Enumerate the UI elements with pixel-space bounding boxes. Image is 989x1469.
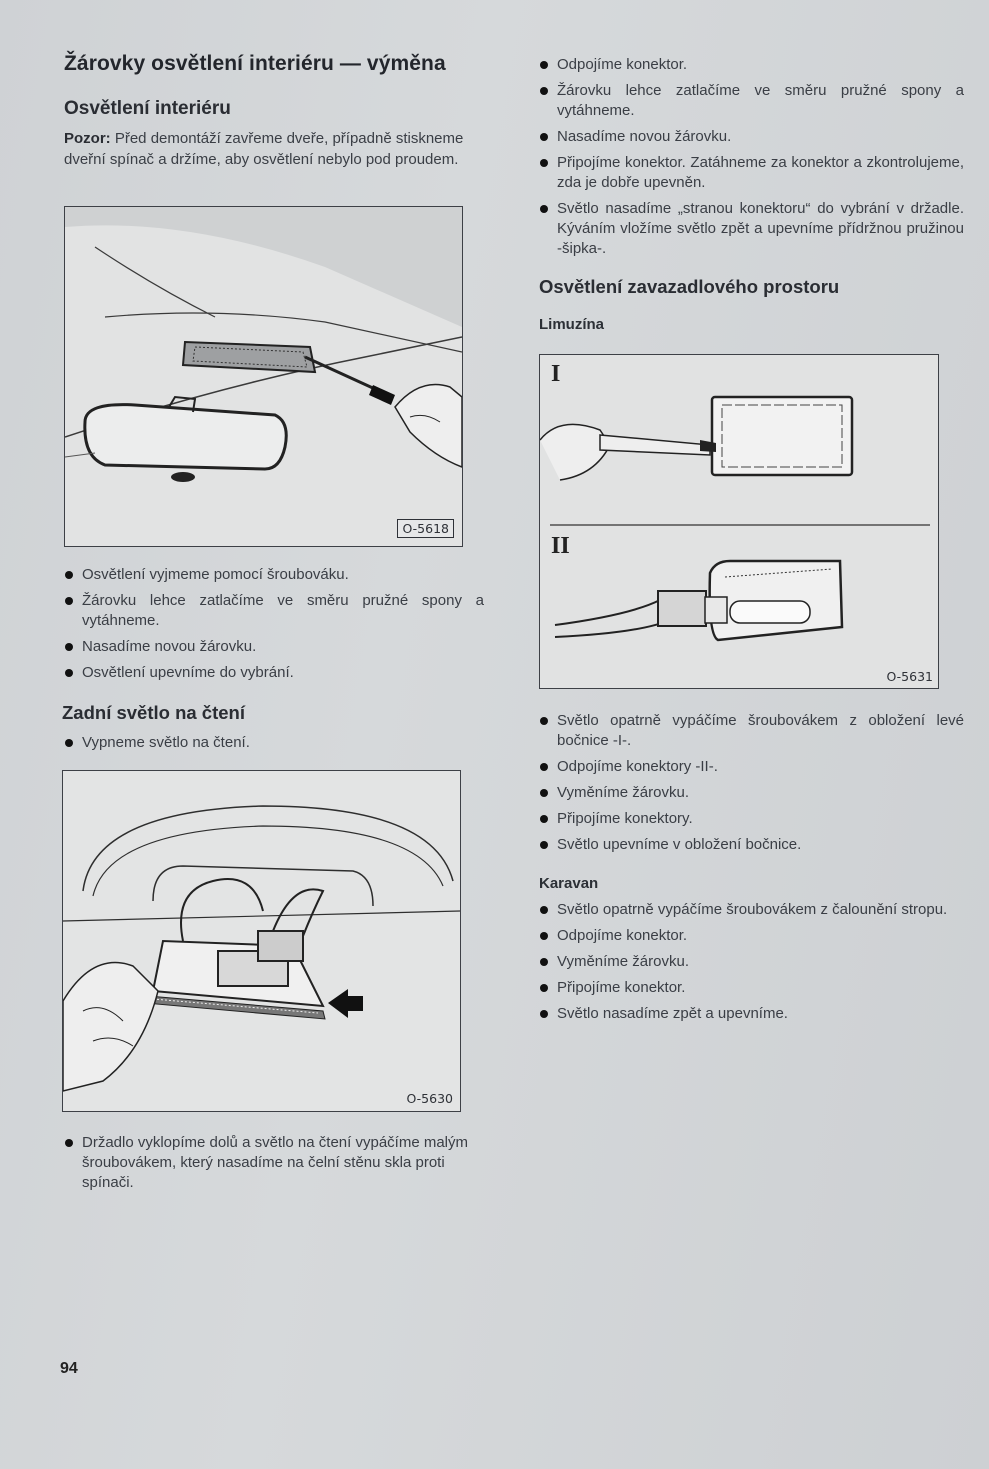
- list-item: Světlo upevníme v obložení bočnice.: [539, 835, 964, 855]
- panel-label-ii: II: [551, 533, 570, 559]
- figure-code-5618: O-5618: [397, 519, 454, 538]
- list-item: Světlo nasadíme „stranou konektoru“ do vybrání v držadle. Kýváním vložíme světlo zpět a upevníme přídržnou pružinou -šipka-.: [539, 199, 964, 259]
- hand: [63, 963, 158, 1091]
- figure-interior-light: [64, 206, 463, 547]
- list-item: Vyměníme žárovku.: [539, 952, 964, 972]
- panel-label-i: I: [551, 361, 561, 387]
- sedan-label: Limuzína: [539, 316, 605, 333]
- figure-code-5631: O-5631: [886, 669, 933, 684]
- list-item: Odpojíme konektory -II-.: [539, 757, 964, 777]
- list-item: Připojíme konektor. Zatáhneme za konektor a zkontrolujeme, zda je dobře upevněn.: [539, 153, 964, 193]
- lamp-panel-i: [540, 397, 852, 480]
- list-item: Osvětlení upevníme do vybrání.: [64, 663, 484, 683]
- hand: [395, 385, 462, 468]
- rear-reading-intro: [64, 733, 484, 759]
- interior-light-drawing: [65, 207, 462, 546]
- luggage-heading: Osvětlení zavazadlového prostoru: [539, 276, 840, 297]
- list-item: Světlo opatrně vypáčíme šroubovákem z obložení levé bočnice -I-.: [539, 711, 964, 751]
- warning-label: Pozor:: [64, 130, 111, 147]
- list-item: Připojíme konektory.: [539, 809, 964, 829]
- list-item: Nasadíme novou žárovku.: [539, 127, 964, 147]
- list-item: Světlo nasadíme zpět a upevníme.: [539, 1004, 964, 1024]
- arrow-icon: [328, 989, 363, 1018]
- list-item: Osvětlení vyjmeme pomocí šroubováku.: [64, 565, 484, 585]
- interior-lamp: [183, 342, 315, 372]
- list-item: Odpojíme konektor.: [539, 55, 964, 75]
- rear-reading-drawing: [63, 771, 460, 1111]
- figure-luggage-light: [539, 354, 939, 689]
- list-item: Vyměníme žárovku.: [539, 783, 964, 803]
- estate-label: Karavan: [539, 875, 599, 892]
- list-item: Odpojíme konektor.: [539, 926, 964, 946]
- warning-text: Před demontáží zavřeme dveře, případně stiskneme dveřní spínač a držíme, aby osvětlení nebylo pod proudem.: [64, 130, 464, 168]
- mirror: [85, 397, 286, 482]
- left-column: [64, 52, 484, 170]
- interior-heading: Osvětlení interiéru: [64, 98, 231, 119]
- rear-reading-steps: [64, 1133, 486, 1199]
- figure-code-5630: O-5630: [406, 1091, 453, 1106]
- list-item: Vypneme světlo na čtení.: [64, 733, 484, 753]
- list-item: Držadlo vyklopíme dolů a světlo na čtení vypáčíme malým šroubovákem, který nasadíme na čelní stěnu skla proti spínači.: [64, 1133, 486, 1193]
- sedan-steps: [539, 711, 964, 861]
- lamp-panel-ii: [555, 561, 842, 640]
- list-item: Nasadíme novou žárovku.: [64, 637, 484, 657]
- list-item: Připojíme konektor.: [539, 978, 964, 998]
- warning-paragraph: [64, 128, 484, 170]
- interior-steps: [64, 565, 484, 689]
- list-item: Světlo opatrně vypáčíme šroubovákem z čalounění stropu.: [539, 900, 964, 920]
- figure-rear-reading-light: [62, 770, 461, 1112]
- list-item: Žárovku lehce zatlačíme ve směru pružné spony a vytáhneme.: [539, 81, 964, 121]
- continued-steps: [539, 55, 964, 265]
- page-number: 94: [60, 1360, 78, 1377]
- screwdriver: [305, 357, 395, 405]
- estate-steps: [539, 900, 964, 1030]
- list-item: Žárovku lehce zatlačíme ve směru pružné spony a vytáhneme.: [64, 591, 484, 631]
- page-title: Žárovky osvětlení interiéru — výměna: [64, 52, 446, 75]
- luggage-light-drawing: [540, 355, 938, 688]
- rear-reading-heading: Zadní světlo na čtení: [62, 702, 245, 723]
